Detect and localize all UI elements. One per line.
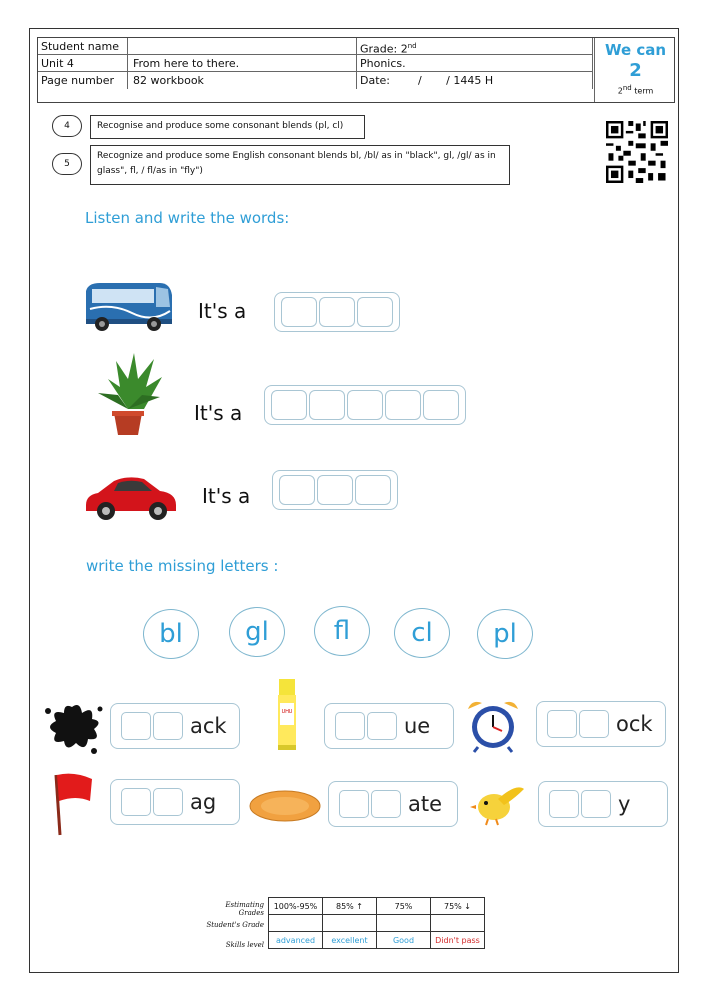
letter-box[interactable] <box>347 390 383 420</box>
word-suffix: y <box>618 792 631 816</box>
its-a-label: It's a <box>202 484 251 508</box>
missing-letters-title: write the missing letters : <box>86 557 279 575</box>
alarm-clock-image <box>464 697 522 753</box>
grade-range-cell: 75% <box>377 898 431 915</box>
page-number-label: Page number <box>38 72 128 89</box>
word-box <box>536 701 666 747</box>
blend-bubble: bl <box>143 609 199 659</box>
worksheet-page <box>29 28 679 973</box>
page-number-value: 82 workbook <box>128 72 357 89</box>
letter-box[interactable] <box>153 788 183 816</box>
word-box <box>110 779 240 825</box>
skill-level-cell: Didn't pass <box>431 932 485 949</box>
plate-image <box>248 789 322 823</box>
word-box <box>538 781 668 827</box>
student-grade-cell[interactable] <box>323 915 377 932</box>
bird-image <box>468 779 526 829</box>
letter-box[interactable] <box>153 712 183 740</box>
topic-cell: Phonics. <box>357 55 593 71</box>
unit-label: Unit 4 <box>38 55 128 71</box>
letter-box[interactable] <box>309 390 345 420</box>
letter-box[interactable] <box>319 297 355 327</box>
letter-box[interactable] <box>121 712 151 740</box>
blend-bubble: cl <box>394 608 450 658</box>
car-image <box>82 469 180 523</box>
header-row-student <box>38 38 593 55</box>
letter-box[interactable] <box>279 475 315 505</box>
letter-box[interactable] <box>385 390 421 420</box>
letter-box[interactable] <box>281 297 317 327</box>
date-cell[interactable]: Date: / / 1445 H <box>357 72 593 89</box>
letter-box[interactable] <box>547 710 577 738</box>
letter-box[interactable] <box>371 790 401 818</box>
grade-range-cell: 85% ↑ <box>323 898 377 915</box>
word-suffix: ack <box>190 714 227 738</box>
grade-cell: Grade: 2nd <box>357 38 593 54</box>
header-table <box>37 37 675 103</box>
svg-text:UHU: UHU <box>281 709 293 715</box>
we-can-badge <box>594 38 676 102</box>
qr-code-icon[interactable] <box>606 121 668 183</box>
student-grade-cell[interactable] <box>269 915 323 932</box>
letter-box[interactable] <box>549 790 579 818</box>
letter-box[interactable] <box>579 710 609 738</box>
letter-box[interactable] <box>355 475 391 505</box>
its-a-label: It's a <box>198 299 247 323</box>
badge-term: 2nd term <box>617 84 654 96</box>
objective-number: 4 <box>52 115 82 137</box>
letter-box[interactable] <box>317 475 353 505</box>
grades-row-label: Student's Grade <box>206 921 264 929</box>
badge-title: We can <box>604 41 667 59</box>
grades-row-label: Estimating Grades <box>225 901 264 917</box>
letter-box[interactable] <box>357 297 393 327</box>
listen-write-title: Listen and write the words: <box>85 209 290 227</box>
skill-level-cell: Good <box>377 932 431 949</box>
bus-image <box>82 279 174 335</box>
glue-stick-image <box>276 679 298 751</box>
student-grade-cell[interactable] <box>377 915 431 932</box>
skill-level-cell: excellent <box>323 932 377 949</box>
badge-level: 2 <box>629 60 642 81</box>
flag-image <box>50 771 98 837</box>
word-suffix: ock <box>616 712 653 736</box>
letter-box[interactable] <box>271 390 307 420</box>
letter-box[interactable] <box>367 712 397 740</box>
letter-box[interactable] <box>121 788 151 816</box>
objective-text: Recognise and produce some consonant blends (pl, cl) <box>90 115 365 139</box>
word-box <box>328 781 458 827</box>
grade-range-cell: 75% ↓ <box>431 898 485 915</box>
its-a-label: It's a <box>194 401 243 425</box>
word-box <box>110 703 240 749</box>
blend-bubble: gl <box>229 607 285 657</box>
grades-grid <box>268 897 485 949</box>
answer-box-group <box>264 385 466 425</box>
word-suffix: ate <box>408 792 443 816</box>
objective-number: 5 <box>52 153 82 175</box>
word-box <box>324 703 454 749</box>
answer-box-group <box>272 470 398 510</box>
letter-box[interactable] <box>339 790 369 818</box>
letter-box[interactable] <box>423 390 459 420</box>
header-row-page <box>38 72 593 89</box>
blend-bubble: pl <box>477 609 533 659</box>
blend-bubble: fl <box>314 606 370 656</box>
letter-box[interactable] <box>335 712 365 740</box>
grade-range-cell: 100%-95% <box>269 898 323 915</box>
letter-box[interactable] <box>581 790 611 818</box>
skill-level-cell: advanced <box>269 932 323 949</box>
objective-text: Recognize and produce some English consonant blends bl, /bl/ as in "black", gl, /gl/ as in glass", fl, / fl/as in "fly") <box>90 145 510 185</box>
grades-row-label: Skills level <box>225 941 264 949</box>
answer-box-group <box>274 292 400 332</box>
student-name-field[interactable] <box>128 38 357 54</box>
student-grade-cell[interactable] <box>431 915 485 932</box>
header-row-unit <box>38 55 593 72</box>
word-suffix: ue <box>404 714 431 738</box>
plant-image <box>88 349 168 439</box>
ink-splat-image <box>42 699 106 755</box>
unit-title: From here to there. <box>128 55 357 71</box>
student-name-label: Student name <box>38 38 128 54</box>
word-suffix: ag <box>190 790 217 814</box>
